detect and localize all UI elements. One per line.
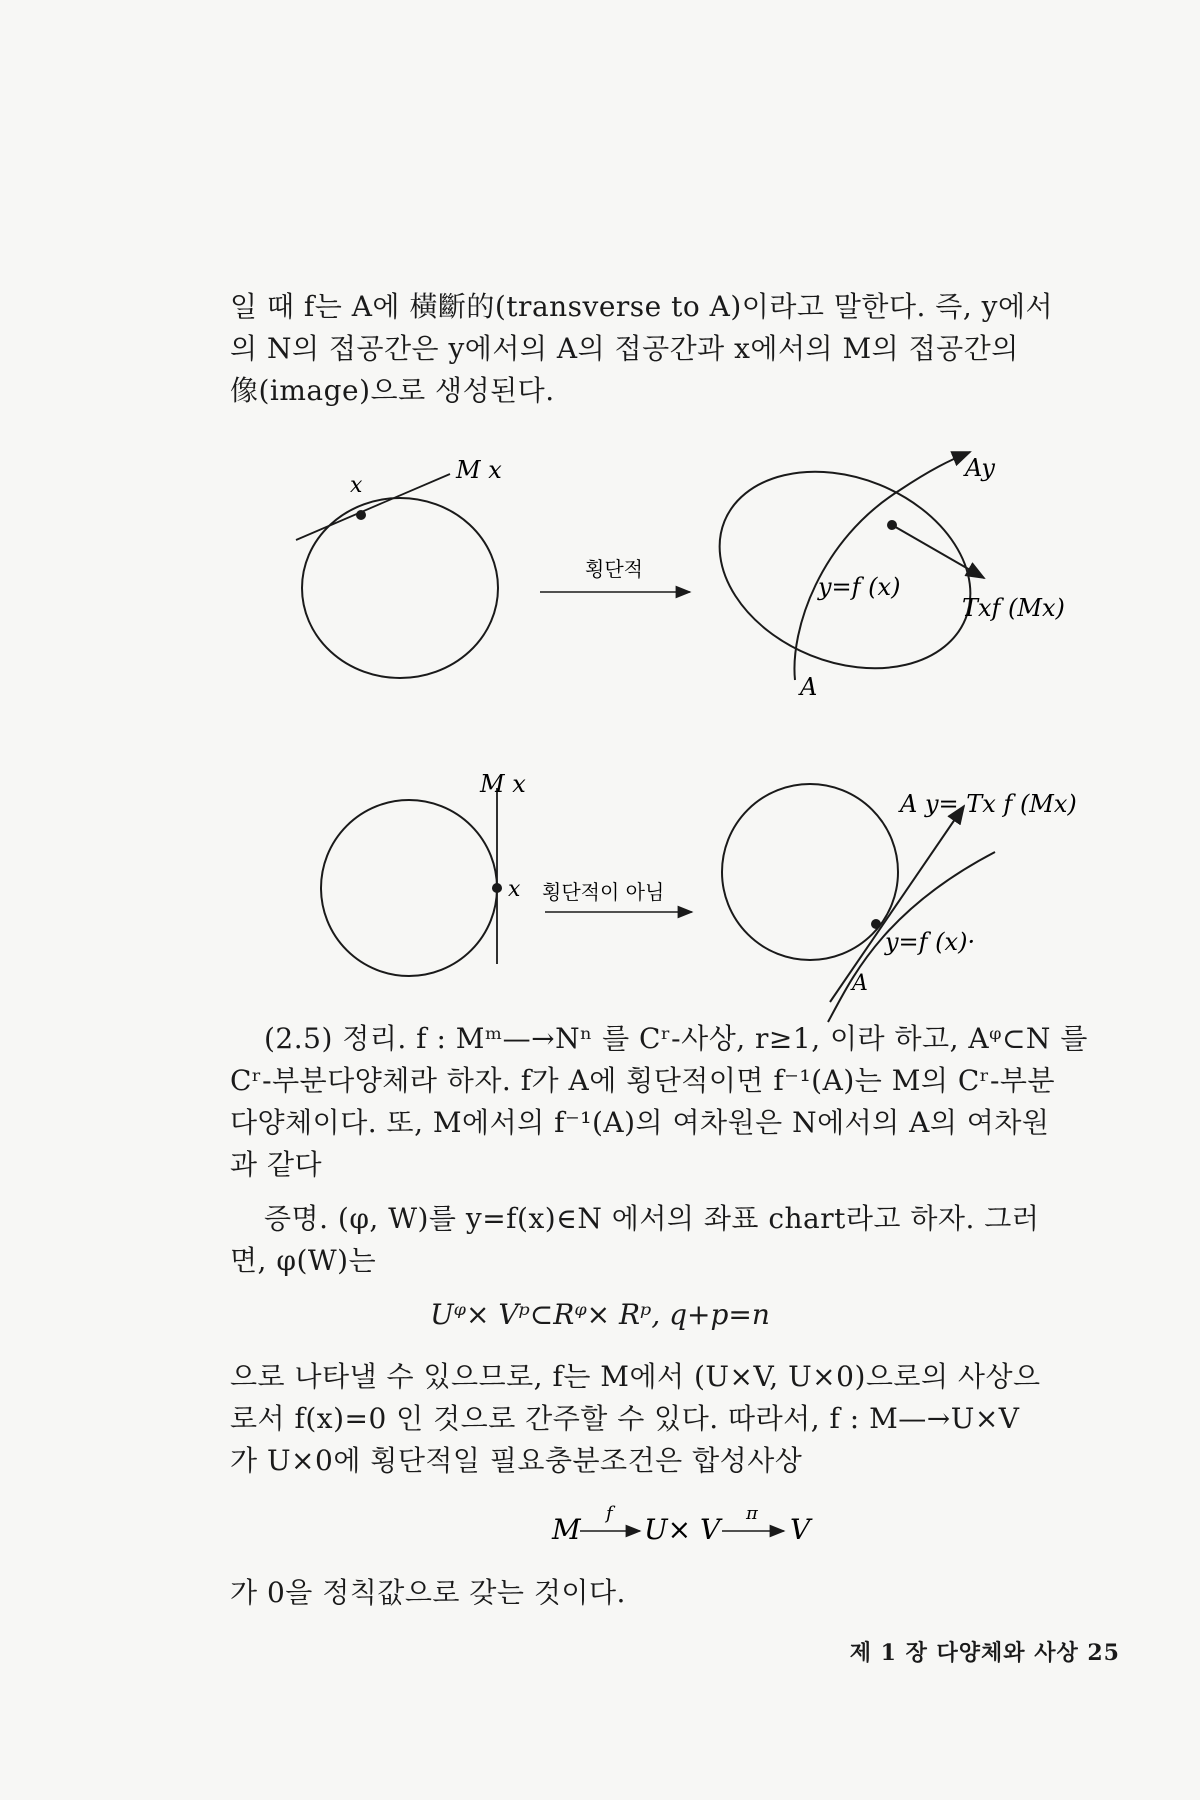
theorem-line-3: 다양체이다. 또, M에서의 f⁻¹(A)의 여차원은 N에서의 A의 여차원 — [230, 1106, 1050, 1139]
intro-line-3: 像(image)으로 생성된다. — [230, 374, 555, 407]
map-middle-uxv: U× V — [644, 1513, 721, 1546]
proof-line-4: 로서 f(x)=0 인 것으로 간주할 수 있다. 따라서, f : M—→U×V — [230, 1402, 1020, 1435]
intro-line-2: 의 N의 접공간은 y에서의 A의 접공간과 x에서의 M의 접공간의 — [230, 332, 1019, 365]
point-y-2 — [871, 919, 881, 929]
label-x-2: x — [508, 877, 521, 902]
theorem-paragraph — [230, 1018, 1120, 1186]
label-a: A — [800, 673, 818, 701]
map-codomain-v: V — [790, 1513, 811, 1546]
proof-line-5: 가 U×0에 횡단적일 필요충분조건은 합성사상 — [230, 1444, 803, 1477]
manifold-n-circle — [722, 784, 898, 960]
equation-chart: Uᵠ× Vᵖ⊂Rᵠ× Rᵖ, q+p=n — [430, 1298, 770, 1331]
label-mx: M x — [456, 456, 502, 484]
point-y — [887, 520, 897, 530]
map-domain-m: M — [552, 1513, 581, 1546]
composite-map-equation — [0, 1495, 1200, 1555]
intro-line-1: 일 때 f는 A에 橫斷的(transverse to A)이라고 말한다. 즉, y에서 — [230, 290, 1054, 323]
manifold-n-ellipse — [690, 436, 1000, 704]
label-ay-equals-txf: A y= Tx f (Mx) — [900, 790, 1077, 818]
tangent-line-mx — [296, 474, 450, 540]
figure-not-transverse — [0, 772, 1200, 1002]
arrow-label-transverse: 횡단적 — [585, 557, 643, 581]
proof-line-1: 증명. (φ, W)를 y=f(x)∈N 에서의 좌표 chart라고 하자. 그러 — [264, 1202, 1040, 1235]
label-mx-2: M x — [480, 770, 526, 798]
map-label-pi: π — [746, 1503, 758, 1524]
point-x — [356, 510, 366, 520]
proof-paragraph-1 — [230, 1198, 1120, 1282]
manifold-m-circle-2 — [321, 800, 497, 976]
proof-line-3: 으로 나타낼 수 있으므로, f는 M에서 (U×V, U×0)으로의 사상으 — [230, 1360, 1041, 1393]
figure-transverse — [0, 440, 1200, 710]
label-a-2: A — [852, 971, 868, 996]
coinciding-tangent-line — [830, 806, 964, 1002]
theorem-line-4: 과 같다 — [230, 1148, 323, 1181]
label-y-equals-fx: y=f (x) — [818, 573, 901, 601]
label-y-equals-fx-2: y=f (x)· — [885, 928, 976, 956]
point-x-2 — [492, 883, 502, 893]
label-ay: Ay — [965, 454, 995, 482]
label-txf-mx: Txf (Mx) — [962, 594, 1065, 622]
proof-line-2: 면, φ(W)는 — [230, 1244, 377, 1277]
image-tangent-line — [892, 525, 984, 578]
page-footer: 제 1 장 다양체와 사상 25 — [849, 1640, 1120, 1666]
proof-line-6: 가 0을 정칙값으로 갖는 것이다. — [230, 1576, 626, 1609]
theorem-line-2: Cʳ-부분다양체라 하자. f가 A에 횡단적이면 f⁻¹(A)는 M의 Cʳ-부분 — [230, 1064, 1056, 1097]
theorem-line-1: (2.5) 정리. f : Mᵐ—→Nⁿ 를 Cʳ-사상, r≥1, 이라 하고, Aᵠ⊂N 를 — [264, 1022, 1088, 1055]
arrow-label-not-transverse: 횡단적이 아님 — [542, 880, 665, 904]
label-x: x — [350, 473, 363, 498]
proof-paragraph-2 — [230, 1356, 1120, 1482]
proof-paragraph-3 — [230, 1572, 1120, 1614]
intro-paragraph — [230, 286, 1120, 412]
map-label-f: f — [606, 1503, 613, 1524]
